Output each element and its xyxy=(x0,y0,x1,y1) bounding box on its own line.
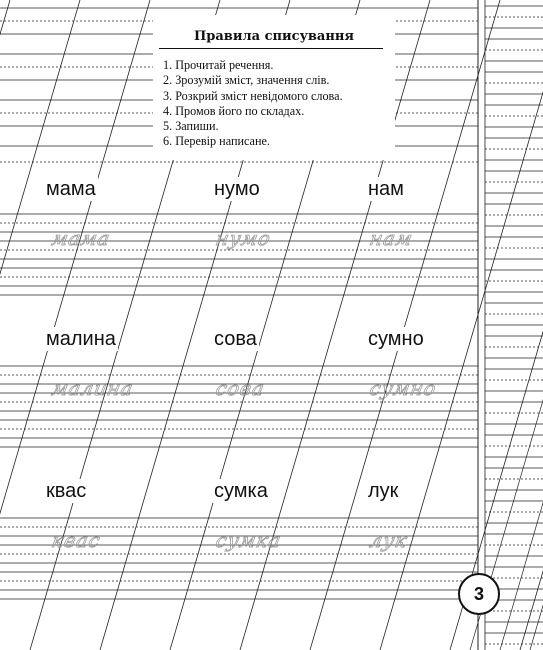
rules-list xyxy=(163,58,343,150)
cursive-tracing-word: квас xyxy=(49,530,103,552)
ruled-line xyxy=(0,0,10,650)
cursive-tracing-word: мама xyxy=(49,228,113,250)
rule-item: 3. Розкрий зміст невідомого слова. xyxy=(163,88,343,103)
page-number-badge: 3 xyxy=(458,573,500,615)
cursive-tracing-word: сумка xyxy=(213,530,284,552)
rule-item: 6. Перевір написане. xyxy=(163,134,270,149)
printed-word: нам xyxy=(368,178,404,200)
cursive-tracing-word: лук xyxy=(367,530,410,552)
printed-word: лук xyxy=(368,480,399,502)
rule-item: 5. Запиши. xyxy=(163,119,219,134)
ruled-line xyxy=(0,0,80,650)
rules-title-underline xyxy=(159,48,383,49)
cursive-tracing-word: малина xyxy=(49,378,136,400)
rule-item: 1. Прочитай речення. xyxy=(163,58,274,72)
copying-rules-box xyxy=(153,15,395,160)
cursive-tracing-word: сумно xyxy=(367,378,439,400)
printed-word: мама xyxy=(46,178,96,200)
rule-item: 2. Зрозумій зміст, значення слів. xyxy=(163,73,330,88)
printed-word: сумно xyxy=(368,328,424,350)
printed-word: квас xyxy=(46,480,87,502)
cursive-tracing-word: нумо xyxy=(213,228,274,250)
cursive-tracing-word: нам xyxy=(367,228,415,250)
rule-item: 4. Промов його по складах. xyxy=(163,103,305,118)
rules-title: Правила списування xyxy=(194,29,354,44)
cursive-tracing-word: сова xyxy=(213,378,267,400)
ruled-line xyxy=(0,0,150,650)
printed-word: нумо xyxy=(214,178,260,200)
printed-word: сумка xyxy=(214,480,268,502)
printed-word: сова xyxy=(214,328,257,350)
printed-word: малина xyxy=(46,328,116,350)
